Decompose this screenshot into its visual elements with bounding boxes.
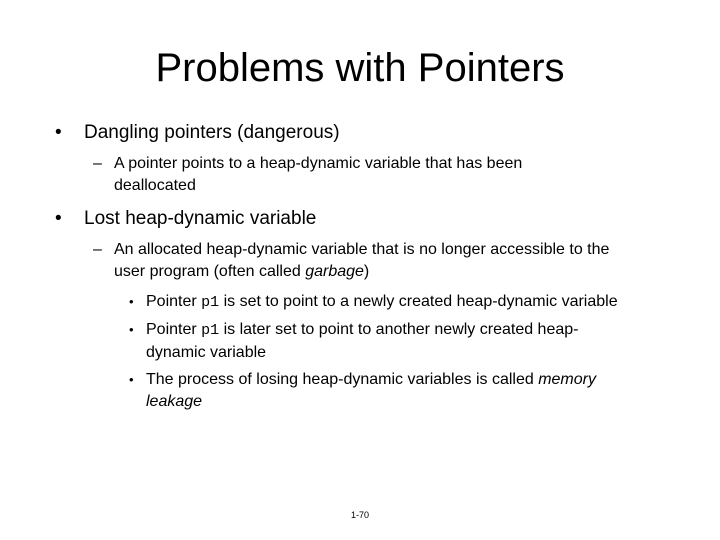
sub-bullet-text: [114, 239, 694, 283]
code-p1: p1: [201, 322, 220, 339]
sub-bullet-line1: A pointer points to a heap-dynamic variable that has been: [114, 155, 523, 172]
page-number: 1-70: [350, 510, 369, 520]
code-p1: p1: [201, 294, 220, 311]
bullet-icon: •: [55, 122, 62, 143]
bullet-icon: •: [129, 372, 134, 387]
dash-icon: –: [93, 155, 102, 172]
garbage-term: garbage: [305, 263, 364, 280]
text-prefix: The process of losing heap-dynamic variables is called: [146, 371, 539, 388]
leakage-term: leakage: [146, 393, 203, 410]
text-prefix: Pointer: [146, 321, 202, 338]
text-suffix: is set to point to a newly created heap-dynamic variable: [219, 293, 618, 310]
sub-bullet-line2-suffix: ): [363, 263, 370, 280]
bullet-icon: •: [129, 294, 134, 309]
sub-bullet-line2-prefix: user program (often called: [114, 263, 306, 280]
text-prefix: Pointer: [146, 293, 202, 310]
bullet-text: Lost heap-dynamic variable: [84, 208, 317, 229]
bullet-icon: •: [55, 208, 62, 229]
sub-bullet-line1: An allocated heap-dynamic variable that is no longer accessible to the: [114, 241, 610, 258]
dash-icon: –: [93, 241, 102, 258]
subsub-bullet-text: [146, 319, 676, 364]
sub-bullet-text: [114, 153, 694, 197]
memory-term: memory: [538, 371, 596, 388]
bullet-icon: •: [129, 322, 134, 337]
text-line2: dynamic variable: [146, 344, 267, 361]
text-suffix: is later set to point to another newly created heap-: [219, 321, 579, 338]
sub-bullet-line2: deallocated: [114, 177, 196, 194]
bullet-text: Dangling pointers (dangerous): [84, 122, 340, 143]
subsub-bullet-text: [146, 291, 676, 314]
slide-title: Problems with Pointers: [155, 46, 565, 90]
subsub-bullet-text: [146, 369, 676, 413]
